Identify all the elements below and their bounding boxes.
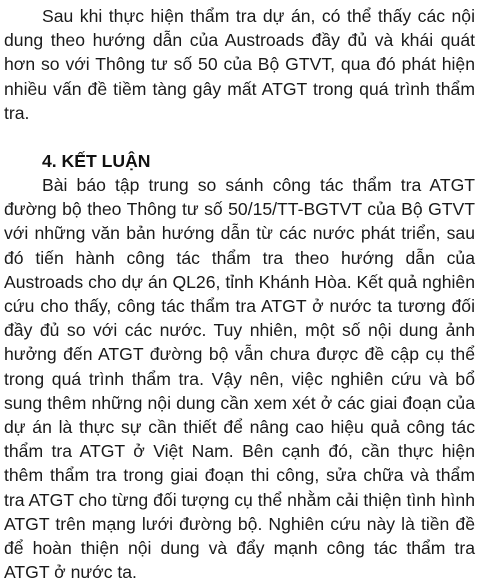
- section-heading: 4. KẾT LUẬN: [42, 151, 151, 172]
- document-page: [4, 4, 475, 584]
- conclusion-paragraph: Bài báo tập trung so sánh công tác thẩm tra ATGT đường bộ theo Thông tư số 50/15/TT-BGTVT của Bộ GTVT với những văn bản hướng dẫn từ các nước phát triển, sau đó tiến hành công tác thẩm tra theo hướng dẫn của Austroads cho dự án QL26, tỉnh Khánh Hòa. Kết quả nghiên cứu cho thấy, công tác thẩm tra ATGT ở nước ta tương đối đầy đủ so với các nước. Tuy nhiên, một số nội dung ảnh hưởng đến ATGT đường bộ vẫn chưa được đề cập cụ thể trong quá trình thẩm tra. Vậy nên, việc nghiên cứu và bổ sung thêm những nội dung cần xem xét ở các giai đoạn của dự án là thực sự cần thiết để nâng cao hiệu quả công tác thẩm tra ATGT ở Việt Nam. Bên cạnh đó, cần thực hiện thêm thẩm tra trong giai đoạn thi công, sửa chữa và thẩm tra ATGT cho từng đối tượng cụ thể nhằm cải thiện tình hình ATGT trên mạng lưới đường bộ. Nghiên cứu này là tiền đề để hoàn thiện nội dung và đẩy mạnh công tác thẩm tra ATGT ở nước ta.: [4, 175, 475, 583]
- intro-paragraph: Sau khi thực hiện thẩm tra dự án, có thể thấy các nội dung theo hướng dẫn của Austroads đầy đủ và khái quát hơn so với Thông tư số 50 của Bộ GTVT, qua đó phát hiện nhiều vấn đề tiềm tàng gây mất ATGT trong quá trình thẩm tra.: [4, 6, 475, 123]
